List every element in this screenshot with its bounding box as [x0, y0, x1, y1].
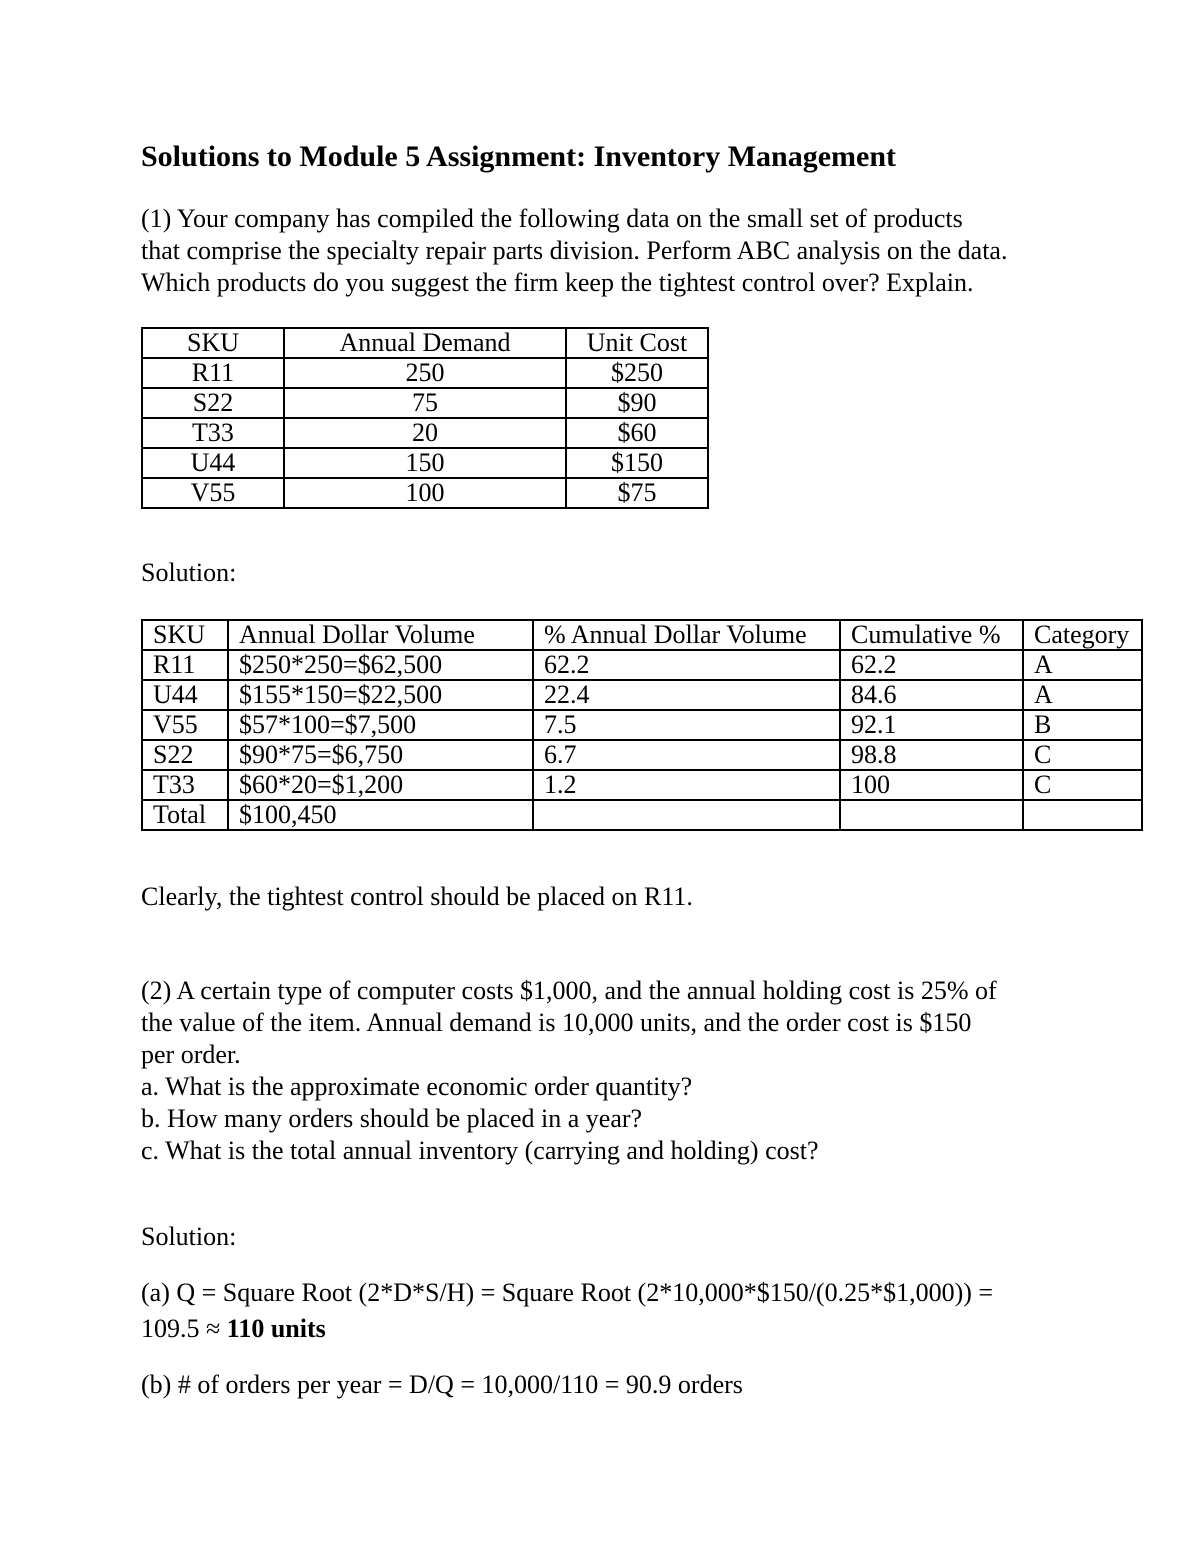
- table-cell: $150: [566, 448, 708, 478]
- table-cell: $100,450: [228, 800, 533, 830]
- table-cell: $60*20=$1,200: [228, 770, 533, 800]
- page-title: Solutions to Module 5 Assignment: Inventory Management: [141, 140, 897, 173]
- table-row: [142, 710, 1142, 740]
- table-cell: C: [1023, 740, 1142, 770]
- answer-a-approx: 109.5 ≈: [141, 1314, 227, 1343]
- question-1-conclusion: Clearly, the tightest control should be placed on R11.: [141, 882, 693, 911]
- table-header-cell: Annual Dollar Volume: [228, 620, 533, 650]
- table-header-cell: Cumulative %: [840, 620, 1023, 650]
- table-row: [142, 388, 708, 418]
- table-header-row: [142, 328, 708, 358]
- table-header-row: [142, 620, 1142, 650]
- table-header-cell: Annual Demand: [284, 328, 566, 358]
- table-cell: R11: [142, 650, 228, 680]
- table-cell: 20: [284, 418, 566, 448]
- table-total-row: [142, 800, 1142, 830]
- table-cell: $90: [566, 388, 708, 418]
- table-cell: 1.2: [533, 770, 840, 800]
- table-cell: $75: [566, 478, 708, 508]
- question-1-line: that comprise the specialty repair parts division. Perform ABC analysis on the data.: [141, 236, 1008, 265]
- table-cell: T33: [142, 418, 284, 448]
- answer-a-line: (a) Q = Square Root (2*D*S/H) = Square Root (2*10,000*$150/(0.25*$1,000)) =: [141, 1278, 994, 1307]
- question-2-line: the value of the item. Annual demand is 10,000 units, and the order cost is $150: [141, 1008, 972, 1037]
- table-cell: A: [1023, 680, 1142, 710]
- table-cell: $250*250=$62,500: [228, 650, 533, 680]
- table-cell: U44: [142, 680, 228, 710]
- table-cell: T33: [142, 770, 228, 800]
- table-row: [142, 650, 1142, 680]
- table-cell: $250: [566, 358, 708, 388]
- question-2-line: (2) A certain type of computer costs $1,000, and the annual holding cost is 25% of: [141, 976, 997, 1005]
- abc-analysis-table: [141, 619, 1143, 831]
- table-header-cell: Unit Cost: [566, 328, 708, 358]
- question-1-line: Which products do you suggest the firm keep the tightest control over? Explain.: [141, 268, 974, 297]
- table-header-cell: Category: [1023, 620, 1142, 650]
- answer-a-result: [141, 1311, 993, 1347]
- answer-a-units: 110 units: [226, 1314, 326, 1343]
- table-cell: B: [1023, 710, 1142, 740]
- table-cell: $60: [566, 418, 708, 448]
- table-cell: S22: [142, 388, 284, 418]
- table-cell: 6.7: [533, 740, 840, 770]
- table-cell: S22: [142, 740, 228, 770]
- table-cell: 75: [284, 388, 566, 418]
- answer-b: (b) # of orders per year = D/Q = 10,000/110 = 90.9 orders: [141, 1370, 743, 1399]
- table-header-cell: SKU: [142, 620, 228, 650]
- question-2-line: c. What is the total annual inventory (carrying and holding) cost?: [141, 1136, 819, 1165]
- solution-2-label: Solution:: [141, 1222, 237, 1251]
- table-cell: $57*100=$7,500: [228, 710, 533, 740]
- table-cell: 150: [284, 448, 566, 478]
- table-cell: 100: [284, 478, 566, 508]
- question-2-line: a. What is the approximate economic order quantity?: [141, 1072, 693, 1101]
- table-header-cell: % Annual Dollar Volume: [533, 620, 840, 650]
- table-cell: 62.2: [533, 650, 840, 680]
- table-row: [142, 478, 708, 508]
- table-cell: $155*150=$22,500: [228, 680, 533, 710]
- table-cell: 250: [284, 358, 566, 388]
- table-header-cell: SKU: [142, 328, 284, 358]
- table-cell: A: [1023, 650, 1142, 680]
- table-cell: C: [1023, 770, 1142, 800]
- table-cell: $90*75=$6,750: [228, 740, 533, 770]
- table-cell: V55: [142, 478, 284, 508]
- table-cell: 22.4: [533, 680, 840, 710]
- table-cell: 62.2: [840, 650, 1023, 680]
- table-cell: 100: [840, 770, 1023, 800]
- table-cell: [533, 800, 840, 830]
- question-1-text: [141, 203, 1007, 299]
- table-cell: 7.5: [533, 710, 840, 740]
- solution-1-label: Solution:: [141, 558, 237, 587]
- question-2-line: b. How many orders should be placed in a year?: [141, 1104, 643, 1133]
- question-2-text: [141, 975, 997, 1167]
- table-row: [142, 680, 1142, 710]
- table-cell: V55: [142, 710, 228, 740]
- table-cell: [1023, 800, 1142, 830]
- table-cell: 84.6: [840, 680, 1023, 710]
- table-cell: Total: [142, 800, 228, 830]
- table-row: [142, 770, 1142, 800]
- question-1-line: (1) Your company has compiled the following data on the small set of products: [141, 204, 963, 233]
- table-row: [142, 418, 708, 448]
- table-row: [142, 358, 708, 388]
- demand-table: [141, 327, 709, 509]
- table-row: [142, 740, 1142, 770]
- table-cell: U44: [142, 448, 284, 478]
- table-row: [142, 448, 708, 478]
- question-2-line: per order.: [141, 1040, 241, 1069]
- table-cell: [840, 800, 1023, 830]
- table-cell: 92.1: [840, 710, 1023, 740]
- table-cell: 98.8: [840, 740, 1023, 770]
- table-cell: R11: [142, 358, 284, 388]
- answer-a: [141, 1275, 993, 1347]
